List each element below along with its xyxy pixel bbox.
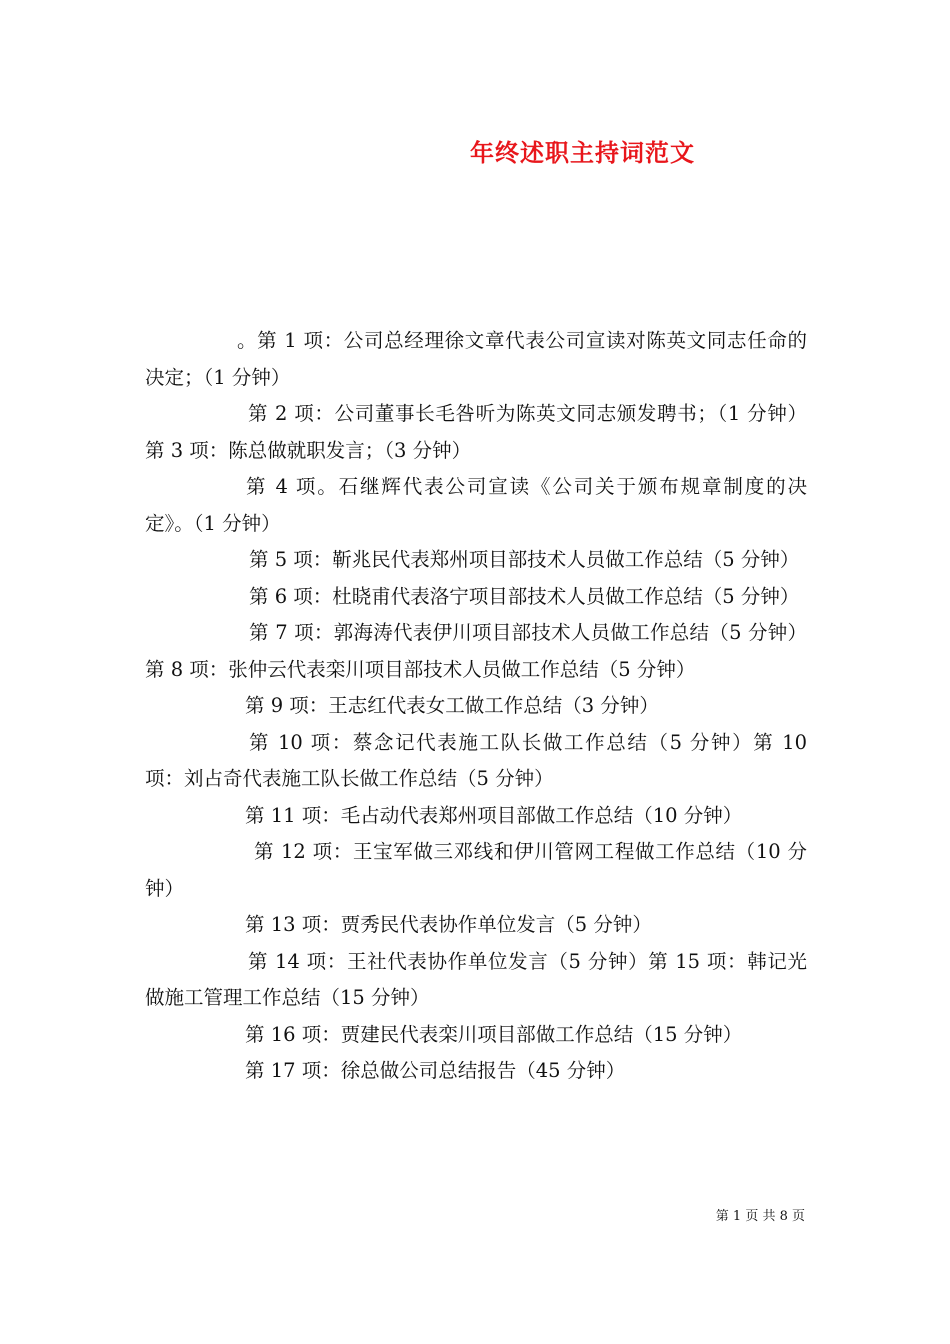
paragraph-item-9: 第 9 项：王志红代表女工做工作总结（3 分钟）: [245, 694, 659, 717]
page-footer: 第 1 页 共 8 页: [715, 1209, 805, 1224]
paragraph-item-5: 第 5 项：靳兆民代表郑州项目部技术人员做工作总结（5 分钟）: [249, 548, 800, 571]
paragraph-item-2-3: 第 2 项：公司董事长毛咎听为陈英文同志颁发聘书；（1 分钟）第 3 项：陈总做就职发言；（3 分钟）: [145, 402, 807, 462]
paragraph-item-16: 第 16 项：贾建民代表栾川项目部做工作总结（15 分钟）: [245, 1022, 743, 1046]
paragraph-item-1: 。第 1 项：公司总经理徐文章代表公司宣读对陈英文同志任命的决定；（1 分钟）: [145, 329, 807, 389]
paragraph-item-10: 第 10 项：蔡念记代表施工队长做工作总结（5 分钟）第 10 项：刘占奇代表施工队长做工作总结（5 分钟）: [145, 730, 807, 790]
paragraph-item-17: 第 17 项：徐总做公司总结报告（45 分钟）: [245, 1059, 626, 1082]
paragraph-item-11: 第 11 项：毛占动代表郑州项目部做工作总结（10 分钟）: [245, 803, 743, 827]
paragraph-item-14-15: 第 14 项：王社代表协作单位发言（5 分钟）第 15 项：韩记光做施工管理工作总结（15 分钟）: [145, 949, 807, 1009]
paragraph-item-4: 第 4 项。石继辉代表公司宣读《公司关于颁布规章制度的决定》。（1 分钟）: [145, 475, 807, 535]
document-title: 年终述职主持词范文: [470, 138, 695, 167]
document-body: [145, 323, 807, 1090]
paragraph-item-6: 第 6 项：杜晓甫代表洛宁项目部技术人员做工作总结（5 分钟）: [249, 584, 800, 608]
paragraph-item-12: 第 12 项：王宝军做三邓线和伊川管网工程做工作总结（10 分钟）: [145, 840, 807, 900]
paragraph-item-7-8: 第 7 项：郭海涛代表伊川项目部技术人员做工作总结（5 分钟）第 8 项：张仲云代表栾川项目部技术人员做工作总结（5 分钟）: [145, 621, 807, 681]
paragraph-item-13: 第 13 项：贾秀民代表协作单位发言（5 分钟）: [245, 913, 652, 936]
